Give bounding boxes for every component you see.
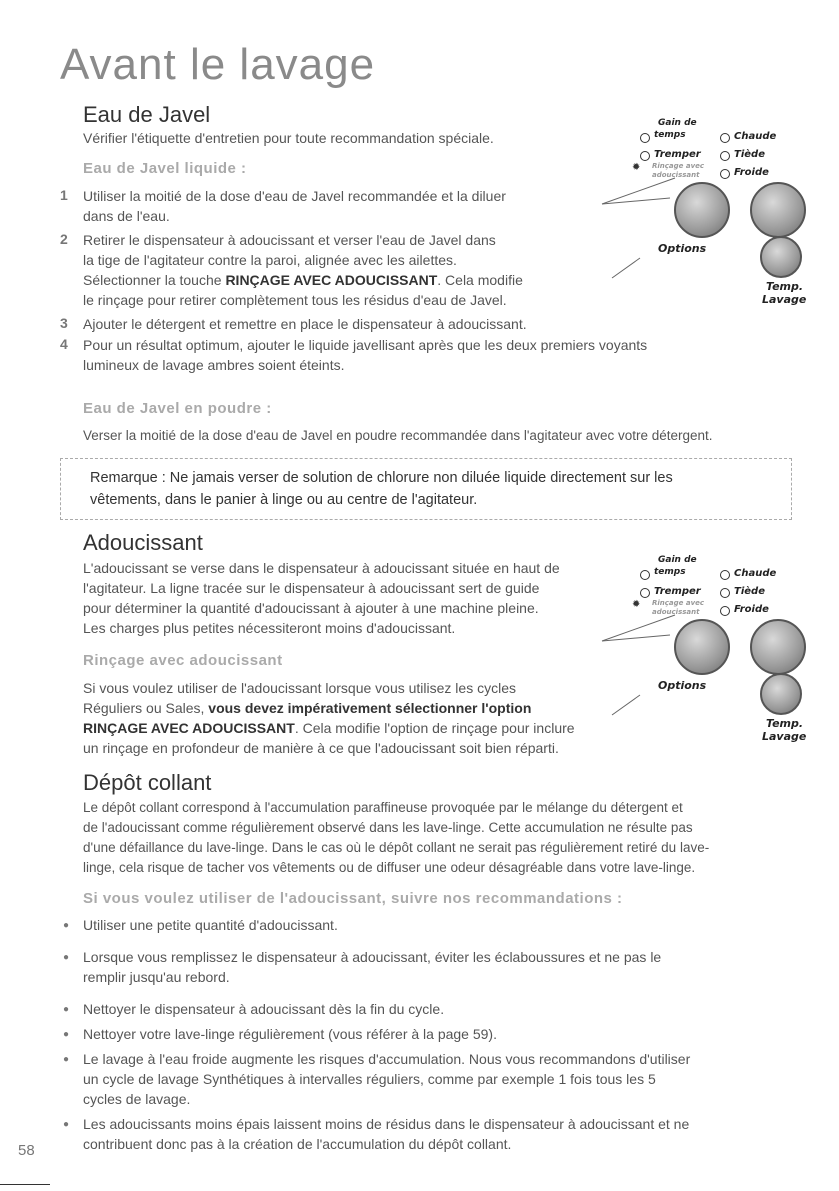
bullet-3: Nettoyer le dispensateur à adoucissant dès la fin du cycle. bbox=[83, 1001, 445, 1017]
step-number: 1 bbox=[60, 187, 68, 203]
bullet-1: Utiliser une petite quantité d'adoucissant. bbox=[83, 917, 338, 933]
radio-indicator-tremper bbox=[640, 151, 650, 161]
bullet-2-line-1: Lorsque vous remplissez le dispensateur à adoucissant, éviter les éclaboussures et ne pas le bbox=[83, 949, 662, 965]
radio-indicator-chaude bbox=[720, 570, 730, 580]
depot-line-2: de l'adoucissant comme régulièrement observé dans les lave-linge. Cette accumulation ne résulte pas bbox=[83, 820, 693, 835]
footer-rule bbox=[0, 1184, 50, 1185]
light-burst-icon: ✹ bbox=[632, 162, 641, 173]
bullet-2-line-2: remplir jusqu'au rebord. bbox=[83, 969, 230, 985]
subheading-recommandations: Si vous voulez utiliser de l'adoucissant, suivre nos recommandations : bbox=[83, 890, 623, 907]
step-2-line-2: la tige de l'agitateur contre la paroi, alignée avec les ailettes. bbox=[83, 252, 457, 268]
step-1-line-2: dans de l'eau. bbox=[83, 208, 170, 224]
panel-label-chaude: Chaude bbox=[734, 568, 777, 579]
bullet-marker: ● bbox=[63, 1119, 70, 1130]
bullet-5-line-3: cycles de lavage. bbox=[83, 1091, 191, 1107]
adoucissant-line-4: Les charges plus petites nécessiteront moins d'adoucissant. bbox=[83, 620, 456, 636]
pointing-finger-icon bbox=[600, 168, 680, 298]
panel-label-adoucissant: adoucissant bbox=[652, 171, 700, 179]
depot-line-3: d'une défaillance du lave-linge. Dans le cas où le dépôt collant ne serait pas régulièrement retiré du lave- bbox=[83, 840, 710, 855]
panel-label-tiede: Tiède bbox=[734, 586, 765, 597]
radio-indicator-chaude bbox=[720, 133, 730, 143]
panel-label-tremper: Tremper bbox=[654, 149, 701, 160]
step-number: 2 bbox=[60, 231, 68, 247]
step-4-line-2: lumineux de lavage ambres soient éteints. bbox=[83, 357, 345, 373]
radio-indicator-froide bbox=[720, 169, 730, 179]
section-heading-javel: Eau de Javel bbox=[83, 102, 211, 127]
panel-label-tremper: Tremper bbox=[654, 586, 701, 597]
depot-line-4: linge, cela risque de tacher vos vêtements ou de diffuser une odeur désagréable dans votre lave-linge. bbox=[83, 860, 696, 875]
rincage-line-3: RINÇAGE AVEC ADOUCISSANT. Cela modifie l'option de rinçage pour inclure bbox=[83, 720, 575, 736]
pointing-finger-icon bbox=[600, 605, 680, 735]
javel-poudre-text: Verser la moitié de la dose d'eau de Javel en poudre recommandée dans l'agitateur avec votre détergent. bbox=[83, 428, 713, 443]
options-button bbox=[674, 182, 730, 238]
control-panel-illustration bbox=[632, 555, 810, 743]
radio-indicator-tremper bbox=[640, 588, 650, 598]
radio-indicator-gain-de-temps bbox=[640, 133, 650, 143]
radio-indicator-tiede bbox=[720, 588, 730, 598]
bullet-marker: ● bbox=[63, 1054, 70, 1065]
page-number: 58 bbox=[18, 1142, 35, 1159]
section-heading-depot: Dépôt collant bbox=[83, 770, 212, 795]
bullet-6-line-1: Les adoucissants moins épais laissent moins de résidus dans le dispensateur à adoucissant et ne bbox=[83, 1116, 690, 1132]
bullet-marker: ● bbox=[63, 1004, 70, 1015]
javel-intro: Vérifier l'étiquette d'entretien pour toute recommandation spéciale. bbox=[83, 130, 494, 146]
step-1-line-1: Utiliser la moitié de la dose d'eau de Javel recommandée et la diluer bbox=[83, 188, 506, 204]
step-number: 4 bbox=[60, 336, 68, 352]
panel-label-options: Options bbox=[658, 242, 707, 255]
rincage-line-4: un rinçage en profondeur de manière à ce que l'adoucissant soit bien réparti. bbox=[83, 740, 559, 756]
depot-line-1: Le dépôt collant correspond à l'accumulation paraffineuse provoquée par le mélange du détergent et bbox=[83, 800, 683, 815]
lavage-knob bbox=[760, 673, 802, 715]
temp-button bbox=[750, 619, 806, 675]
panel-label-tiede: Tiède bbox=[734, 149, 765, 160]
step-2-line-3: Sélectionner la touche RINÇAGE AVEC ADOUCISSANT. Cela modifie bbox=[83, 272, 523, 288]
step-4-line-1: Pour un résultat optimum, ajouter le liquide javellisant après que les deux premiers voyants bbox=[83, 337, 648, 353]
panel-label-chaude: Chaude bbox=[734, 131, 777, 142]
step-2-line-4: le rinçage pour retirer complètement tous les résidus d'eau de Javel. bbox=[83, 292, 507, 308]
radio-indicator-froide bbox=[720, 606, 730, 616]
step-3-line-1: Ajouter le détergent et remettre en place le dispensateur à adoucissant. bbox=[83, 316, 527, 332]
bullet-6-line-2: contribuent donc pas à la création de l'accumulation du dépôt collant. bbox=[83, 1136, 512, 1152]
subheading-javel-liquide: Eau de Javel liquide : bbox=[83, 160, 247, 177]
panel-label-temps: temps bbox=[654, 567, 686, 577]
note-text: Remarque : Ne jamais verser de solution de chlorure non diluée liquide directement sur les vêtements, dans le panier à linge ou au centre de l'agitateur. bbox=[90, 470, 673, 508]
bullet-marker: ● bbox=[63, 1029, 70, 1040]
panel-label-temp: Temp. bbox=[766, 280, 804, 293]
page-title: Avant le lavage bbox=[60, 40, 376, 89]
light-burst-icon: ✹ bbox=[632, 599, 641, 610]
bullet-marker: ● bbox=[63, 920, 70, 931]
section-heading-adoucissant: Adoucissant bbox=[83, 530, 203, 555]
options-button bbox=[674, 619, 730, 675]
step-2-line-1: Retirer le dispensateur à adoucissant et verser l'eau de Javel dans bbox=[83, 232, 496, 248]
bullet-5-line-2: un cycle de lavage Synthétiques à intervalles réguliers, comme par exemple 1 fois tous les 5 bbox=[83, 1071, 656, 1087]
rincage-line-2: Réguliers ou Sales, vous devez impérativement sélectionner l'option bbox=[83, 700, 532, 716]
panel-label-gain-de: Gain de bbox=[658, 118, 697, 128]
bullet-marker: ● bbox=[63, 952, 70, 963]
panel-label-froide: Froide bbox=[734, 167, 769, 178]
step-number: 3 bbox=[60, 315, 68, 331]
panel-label-lavage: Lavage bbox=[762, 730, 807, 743]
radio-indicator-gain-de-temps bbox=[640, 570, 650, 580]
panel-label-temps: temps bbox=[654, 130, 686, 140]
subheading-rincage: Rinçage avec adoucissant bbox=[83, 652, 283, 669]
panel-label-adoucissant: adoucissant bbox=[652, 608, 700, 616]
control-panel-illustration bbox=[632, 118, 810, 306]
adoucissant-line-1: L'adoucissant se verse dans le dispensateur à adoucissant située en haut de bbox=[83, 560, 560, 576]
lavage-knob bbox=[760, 236, 802, 278]
panel-label-gain-de: Gain de bbox=[658, 555, 697, 565]
rincage-line-1: Si vous voulez utiliser de l'adoucissant lorsque vous utilisez les cycles bbox=[83, 680, 516, 696]
panel-label-rincage: Rinçage avec bbox=[652, 599, 705, 607]
panel-label-lavage: Lavage bbox=[762, 293, 807, 306]
temp-button bbox=[750, 182, 806, 238]
panel-label-rincage: Rinçage avec bbox=[652, 162, 705, 170]
adoucissant-line-3: pour déterminer la quantité d'adoucissant à ajouter à une machine pleine. bbox=[83, 600, 539, 616]
bullet-4: Nettoyer votre lave-linge régulièrement (vous référer à la page 59). bbox=[83, 1026, 497, 1042]
panel-label-temp: Temp. bbox=[766, 717, 804, 730]
panel-label-options: Options bbox=[658, 679, 707, 692]
bullet-5-line-1: Le lavage à l'eau froide augmente les risques d'accumulation. Nous vous recommandons d'utiliser bbox=[83, 1051, 691, 1067]
panel-label-froide: Froide bbox=[734, 604, 769, 615]
adoucissant-line-2: l'agitateur. La ligne tracée sur le dispensateur à adoucissant sert de guide bbox=[83, 580, 540, 596]
subheading-javel-poudre: Eau de Javel en poudre : bbox=[83, 400, 272, 417]
radio-indicator-tiede bbox=[720, 151, 730, 161]
